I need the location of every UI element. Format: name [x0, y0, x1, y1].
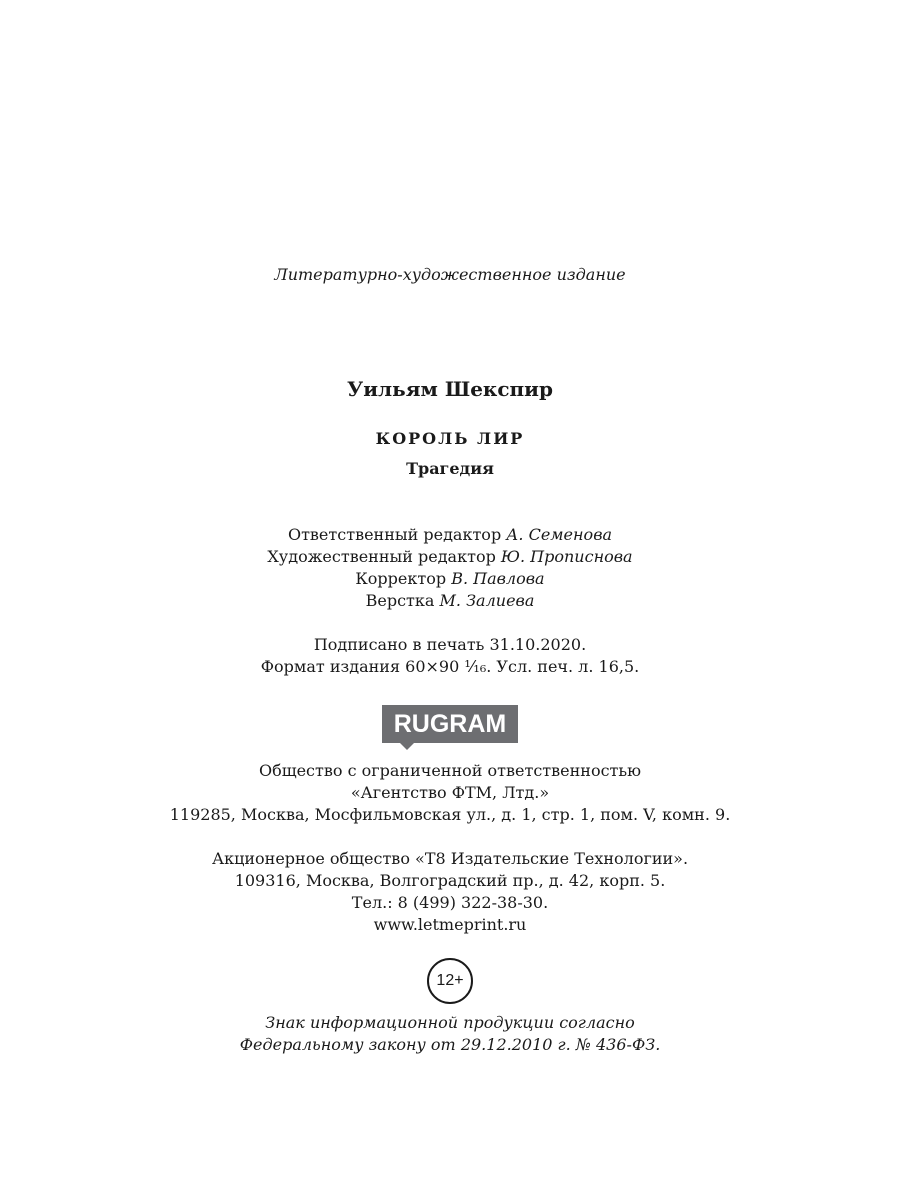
credit-name: А. Семенова — [506, 525, 613, 544]
credit-role: Художественный редактор — [267, 547, 496, 566]
publisher-address: 119285, Москва, Мосфильмовская ул., д. 1, стр. 1, пом. V, комн. 9. — [169, 805, 731, 824]
print-info-block — [0, 634, 900, 678]
edition-type: Литературно-художественное издание — [274, 265, 626, 284]
genre-label: Трагедия — [406, 459, 494, 478]
publisher-logo-wrap — [0, 705, 900, 743]
information-notice — [0, 1012, 900, 1056]
credit-row-proofreader — [0, 568, 900, 590]
print-signed-date: Подписано в печать 31.10.2020. — [313, 635, 587, 654]
printer-website: www.letmeprint.ru — [373, 915, 527, 934]
credit-row-managing-editor — [0, 524, 900, 546]
credit-name: М. Залиева — [439, 591, 535, 610]
credit-row-layout — [0, 590, 900, 612]
credit-name: Ю. Прописнова — [500, 547, 633, 566]
credits-block — [0, 524, 900, 612]
credit-row-art-editor — [0, 546, 900, 568]
work-title: КОРОЛЬ ЛИР — [375, 429, 525, 448]
publisher-block — [0, 760, 900, 826]
notice-line: Федеральному закону от 29.12.2010 г. № 436-ФЗ. — [239, 1035, 661, 1054]
printer-block — [0, 848, 900, 936]
printer-address: 109316, Москва, Волгоградский пр., д. 42, корп. 5. — [234, 871, 666, 890]
print-format: Формат издания 60×90 ¹⁄₁₆. Усл. печ. л. 16,5. — [260, 657, 640, 676]
credit-role: Ответственный редактор — [287, 525, 502, 544]
printer-name: Акционерное общество «Т8 Издательские Технологии». — [211, 849, 689, 868]
credit-role: Корректор — [355, 569, 447, 588]
publisher-name: «Агентство ФТМ, Лтд.» — [350, 783, 550, 802]
credit-name: В. Павлова — [451, 569, 545, 588]
age-rating-wrap — [0, 958, 900, 1004]
credit-role: Верстка — [365, 591, 435, 610]
rugram-logo: RUGRAM — [382, 705, 518, 743]
publisher-line: Общество с ограниченной ответственностью — [258, 761, 642, 780]
age-rating-badge: 12+ — [427, 958, 473, 1004]
printer-phone: Тел.: 8 (499) 322-38-30. — [351, 893, 549, 912]
notice-line: Знак информационной продукции согласно — [265, 1013, 635, 1032]
author-name: Уильям Шекспир — [346, 377, 553, 401]
